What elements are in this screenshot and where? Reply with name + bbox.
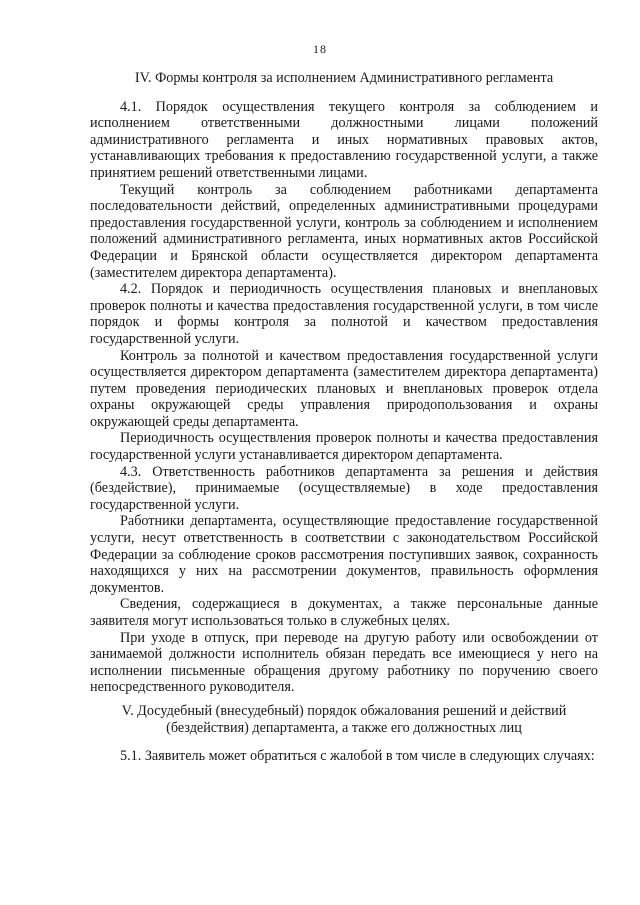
document-body	[90, 70, 598, 765]
paragraph-4-2: 4.2. Порядок и периодичность осуществления плановых и внеплановых проверок полноты и качества предоставления государственной услуги, в том числе порядок и формы контроля за полнотой и качеством предоставления государственной услуги.	[90, 281, 598, 347]
section-4-heading: IV. Формы контроля за исполнением Административного регламента	[134, 70, 554, 86]
section-5-heading	[90, 703, 598, 736]
page-number: 18	[313, 42, 327, 56]
paragraph-personal-data: Сведения, содержащиеся в документах, а также персональные данные заявителя могут использоваться только в служебных целях.	[90, 596, 598, 629]
paragraph-4-3: 4.3. Ответственность работников департамента за решения и действия (бездействие), принимаемые (осуществляемые) в ходе предоставления государственной услуги.	[90, 463, 598, 513]
section-5-heading-line-2: (бездействия) департамента, а также его должностных лиц	[166, 719, 522, 736]
paragraph-current-control: Текущий контроль за соблюдением работниками департамента последовательности действий, определенных административными процедурами предоставления государственной услуги, контроль за соблюдением и исполнением положений административного регламента, иных нормативных актов Российской Федерации и Брянской области осуществляется директором департамента (заместителем директора департамента).	[90, 181, 598, 281]
paragraph-periodicity: Периодичность осуществления проверок полноты и качества предоставления государственной услуги устанавливается директором департамента.	[90, 430, 598, 464]
paragraph-4-1: 4.1. Порядок осуществления текущего контроля за соблюдением и исполнением ответственными должностными лицами положений административного регламента и иных нормативных правовых актов, устанавливающих требования к предоставлению государственной услуги, а также принятием решений ответственными лицами.	[90, 98, 598, 181]
paragraph-responsibility: Работники департамента, осуществляющие предоставление государственной услуги, несут ответственность в соответствии с законодательством Российской Федерации за соблюдение сроков рассмотрения поступивших заявок, сохранность находящихся у них на рассмотрении документов, правильность оформления документов.	[90, 513, 598, 596]
section-5-heading-line-1: V. Досудебный (внесудебный) порядок обжалования решений и действий	[121, 702, 567, 719]
paragraph-quality-control: Контроль за полнотой и качеством предоставления государственной услуги осуществляется директором департамента (заместителем директора департамента) путем проведения периодических плановых и внеплановых проверок отдела охраны окружающей среды управления природопользования и охраны окружающей среды департамента.	[90, 347, 598, 430]
paragraph-handover: При уходе в отпуск, при переводе на другую работу или освобождении от занимаемой должности исполнитель обязан передать все имеющиеся у него на исполнении письменные обращения другому работнику по поручению своего непосредственного руководителя.	[90, 629, 598, 696]
paragraph-5-1: 5.1. Заявитель может обратиться с жалобой в том числе в следующих случаях:	[120, 748, 595, 765]
